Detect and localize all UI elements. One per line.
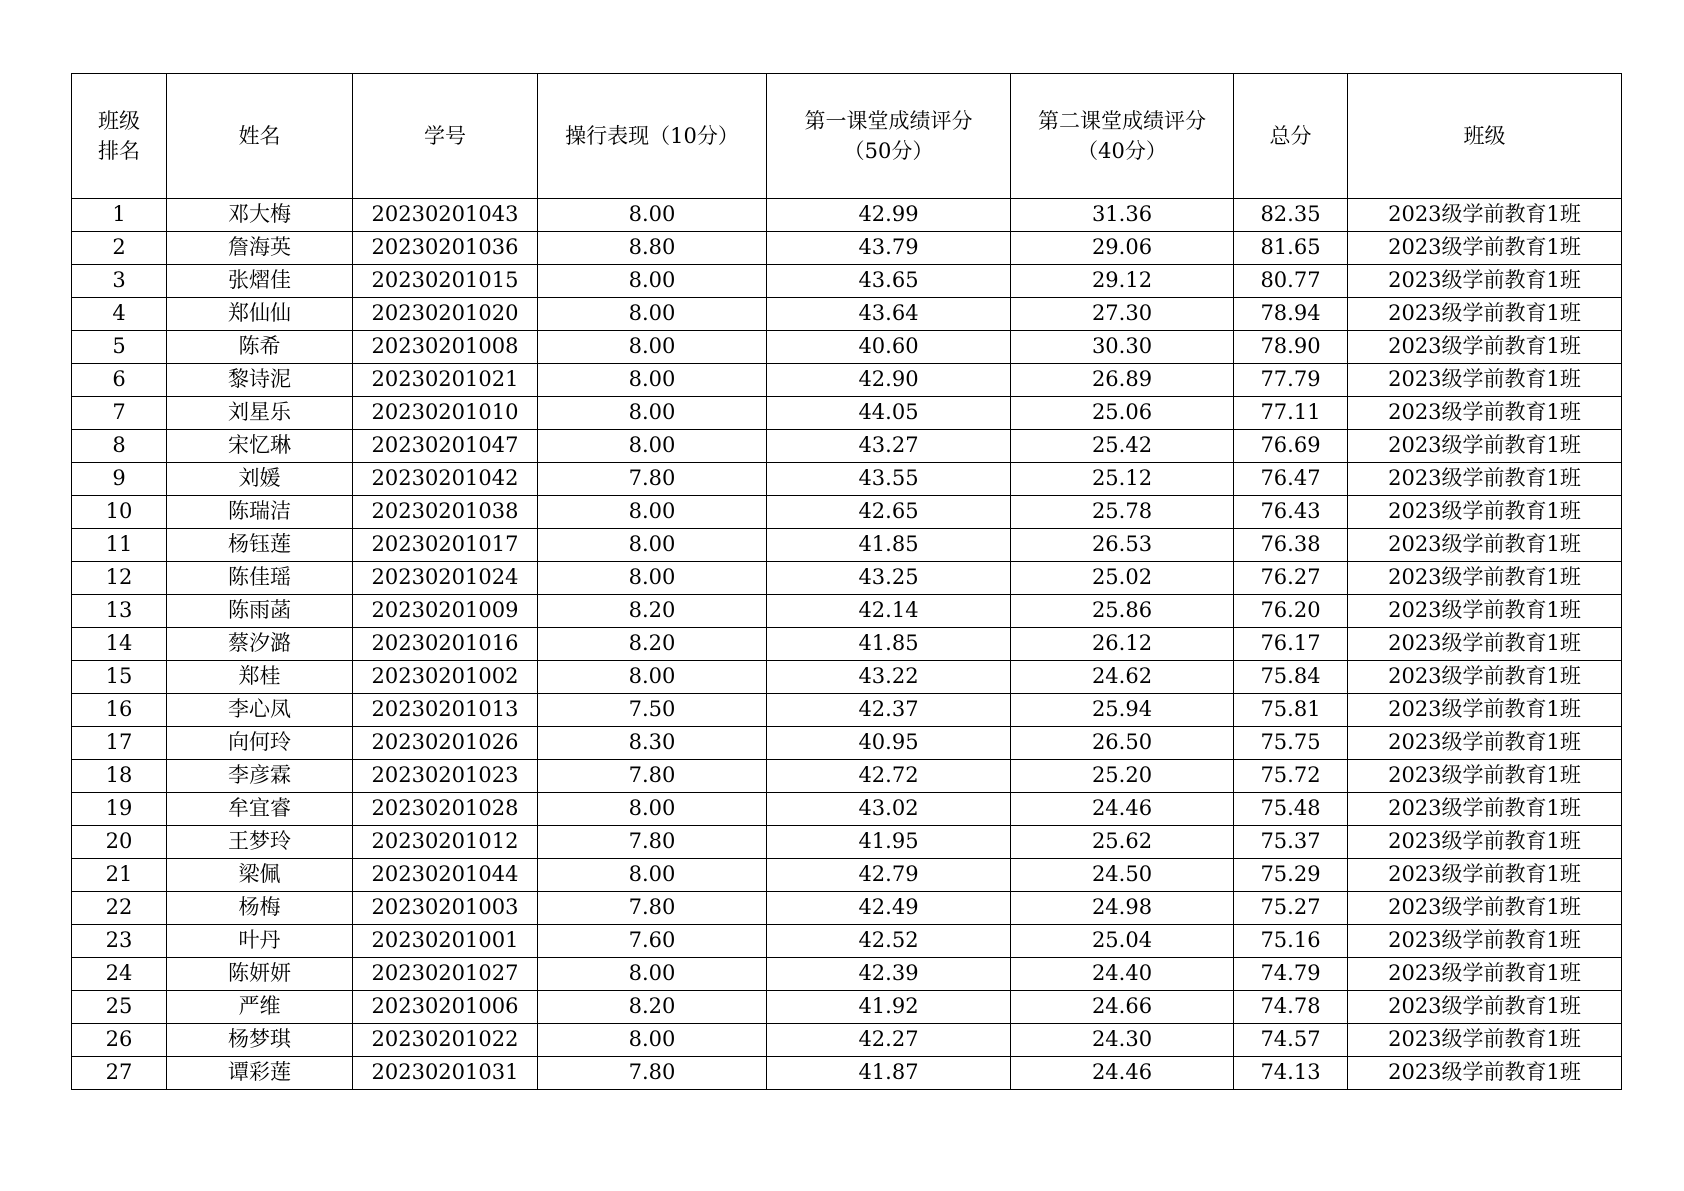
cell-name: 李心凤 — [167, 694, 353, 727]
cell-conduct: 8.00 — [538, 1024, 767, 1057]
cell-rank: 27 — [72, 1057, 167, 1090]
cell-total: 74.78 — [1234, 991, 1348, 1024]
header-second-class-line2: （40分） — [1077, 139, 1167, 163]
cell-name: 蔡汐潞 — [167, 628, 353, 661]
cell-class: 2023级学前教育1班 — [1348, 661, 1622, 694]
cell-class: 2023级学前教育1班 — [1348, 595, 1622, 628]
cell-second-class: 25.42 — [1011, 430, 1234, 463]
cell-second-class: 25.62 — [1011, 826, 1234, 859]
cell-student-id: 20230201001 — [353, 925, 538, 958]
cell-first-class: 43.64 — [767, 298, 1011, 331]
cell-class: 2023级学前教育1班 — [1348, 199, 1622, 232]
cell-class: 2023级学前教育1班 — [1348, 397, 1622, 430]
cell-first-class: 43.27 — [767, 430, 1011, 463]
table-body — [72, 199, 1622, 1090]
cell-conduct: 7.80 — [538, 892, 767, 925]
cell-total: 77.11 — [1234, 397, 1348, 430]
cell-name: 王梦玲 — [167, 826, 353, 859]
cell-total: 75.75 — [1234, 727, 1348, 760]
cell-conduct: 7.80 — [538, 760, 767, 793]
cell-first-class: 43.79 — [767, 232, 1011, 265]
cell-name: 邓大梅 — [167, 199, 353, 232]
cell-second-class: 25.02 — [1011, 562, 1234, 595]
cell-class: 2023级学前教育1班 — [1348, 562, 1622, 595]
cell-name: 牟宜睿 — [167, 793, 353, 826]
cell-total: 75.84 — [1234, 661, 1348, 694]
cell-conduct: 8.20 — [538, 628, 767, 661]
cell-conduct: 8.00 — [538, 562, 767, 595]
header-name: 姓名 — [167, 74, 353, 199]
cell-class: 2023级学前教育1班 — [1348, 298, 1622, 331]
cell-class: 2023级学前教育1班 — [1348, 496, 1622, 529]
cell-rank: 21 — [72, 859, 167, 892]
cell-conduct: 8.00 — [538, 958, 767, 991]
cell-student-id: 20230201024 — [353, 562, 538, 595]
cell-second-class: 25.12 — [1011, 463, 1234, 496]
table-row — [72, 925, 1622, 958]
cell-conduct: 7.60 — [538, 925, 767, 958]
cell-total: 82.35 — [1234, 199, 1348, 232]
cell-conduct: 8.00 — [538, 430, 767, 463]
table-row — [72, 529, 1622, 562]
cell-name: 詹海英 — [167, 232, 353, 265]
cell-student-id: 20230201020 — [353, 298, 538, 331]
cell-class: 2023级学前教育1班 — [1348, 793, 1622, 826]
cell-student-id: 20230201016 — [353, 628, 538, 661]
cell-second-class: 27.30 — [1011, 298, 1234, 331]
cell-name: 郑仙仙 — [167, 298, 353, 331]
cell-student-id: 20230201002 — [353, 661, 538, 694]
cell-total: 76.43 — [1234, 496, 1348, 529]
cell-second-class: 29.12 — [1011, 265, 1234, 298]
header-first-class — [767, 74, 1011, 199]
cell-rank: 7 — [72, 397, 167, 430]
cell-name: 杨钰莲 — [167, 529, 353, 562]
cell-rank: 3 — [72, 265, 167, 298]
cell-total: 76.27 — [1234, 562, 1348, 595]
cell-name: 刘媛 — [167, 463, 353, 496]
cell-class: 2023级学前教育1班 — [1348, 430, 1622, 463]
table-row — [72, 958, 1622, 991]
cell-second-class: 26.12 — [1011, 628, 1234, 661]
cell-total: 75.16 — [1234, 925, 1348, 958]
header-conduct: 操行表现（10分） — [538, 74, 767, 199]
cell-second-class: 24.62 — [1011, 661, 1234, 694]
cell-second-class: 24.30 — [1011, 1024, 1234, 1057]
table-row — [72, 331, 1622, 364]
cell-conduct: 7.80 — [538, 1057, 767, 1090]
cell-total: 76.20 — [1234, 595, 1348, 628]
table-row — [72, 595, 1622, 628]
cell-rank: 11 — [72, 529, 167, 562]
cell-second-class: 30.30 — [1011, 331, 1234, 364]
header-student-id: 学号 — [353, 74, 538, 199]
cell-rank: 10 — [72, 496, 167, 529]
cell-rank: 2 — [72, 232, 167, 265]
cell-rank: 20 — [72, 826, 167, 859]
cell-first-class: 43.55 — [767, 463, 1011, 496]
header-first-class-line2: （50分） — [843, 139, 934, 163]
cell-name: 向何玲 — [167, 727, 353, 760]
cell-name: 杨梦琪 — [167, 1024, 353, 1057]
cell-student-id: 20230201026 — [353, 727, 538, 760]
header-second-class — [1011, 74, 1234, 199]
cell-conduct: 8.00 — [538, 859, 767, 892]
cell-first-class: 42.52 — [767, 925, 1011, 958]
cell-class: 2023级学前教育1班 — [1348, 991, 1622, 1024]
table-row — [72, 892, 1622, 925]
cell-name: 张熠佳 — [167, 265, 353, 298]
cell-first-class: 42.79 — [767, 859, 1011, 892]
cell-second-class: 31.36 — [1011, 199, 1234, 232]
cell-total: 76.38 — [1234, 529, 1348, 562]
cell-total: 77.79 — [1234, 364, 1348, 397]
cell-first-class: 40.95 — [767, 727, 1011, 760]
cell-class: 2023级学前教育1班 — [1348, 892, 1622, 925]
cell-rank: 13 — [72, 595, 167, 628]
cell-rank: 16 — [72, 694, 167, 727]
cell-first-class: 43.25 — [767, 562, 1011, 595]
cell-conduct: 8.00 — [538, 265, 767, 298]
table-row — [72, 430, 1622, 463]
cell-first-class: 43.65 — [767, 265, 1011, 298]
cell-total: 80.77 — [1234, 265, 1348, 298]
cell-name: 谭彩莲 — [167, 1057, 353, 1090]
cell-conduct: 8.00 — [538, 331, 767, 364]
cell-second-class: 25.04 — [1011, 925, 1234, 958]
cell-name: 陈瑞洁 — [167, 496, 353, 529]
table-row — [72, 793, 1622, 826]
cell-first-class: 43.22 — [767, 661, 1011, 694]
cell-first-class: 42.39 — [767, 958, 1011, 991]
header-rank-line2: 排名 — [98, 139, 140, 163]
header-rank — [72, 74, 167, 199]
header-rank-line1: 班级 — [98, 108, 140, 133]
cell-student-id: 20230201031 — [353, 1057, 538, 1090]
header-first-class-line1: 第一课堂成绩评分 — [804, 108, 973, 133]
cell-rank: 25 — [72, 991, 167, 1024]
cell-conduct: 8.00 — [538, 397, 767, 430]
cell-second-class: 24.40 — [1011, 958, 1234, 991]
cell-class: 2023级学前教育1班 — [1348, 463, 1622, 496]
cell-name: 宋忆琳 — [167, 430, 353, 463]
cell-total: 78.94 — [1234, 298, 1348, 331]
cell-student-id: 20230201006 — [353, 991, 538, 1024]
cell-rank: 23 — [72, 925, 167, 958]
cell-first-class: 43.02 — [767, 793, 1011, 826]
cell-name: 陈雨菡 — [167, 595, 353, 628]
cell-total: 75.48 — [1234, 793, 1348, 826]
cell-total: 75.29 — [1234, 859, 1348, 892]
cell-conduct: 8.80 — [538, 232, 767, 265]
cell-first-class: 42.99 — [767, 199, 1011, 232]
header-row — [72, 74, 1622, 199]
cell-second-class: 24.46 — [1011, 1057, 1234, 1090]
cell-class: 2023级学前教育1班 — [1348, 628, 1622, 661]
cell-student-id: 20230201038 — [353, 496, 538, 529]
cell-first-class: 42.49 — [767, 892, 1011, 925]
cell-conduct: 8.00 — [538, 364, 767, 397]
cell-second-class: 24.46 — [1011, 793, 1234, 826]
cell-student-id: 20230201015 — [353, 265, 538, 298]
cell-first-class: 44.05 — [767, 397, 1011, 430]
table-row — [72, 298, 1622, 331]
cell-first-class: 42.37 — [767, 694, 1011, 727]
cell-class: 2023级学前教育1班 — [1348, 727, 1622, 760]
cell-total: 74.57 — [1234, 1024, 1348, 1057]
cell-name: 黎诗泥 — [167, 364, 353, 397]
cell-second-class: 29.06 — [1011, 232, 1234, 265]
cell-class: 2023级学前教育1班 — [1348, 958, 1622, 991]
cell-class: 2023级学前教育1班 — [1348, 859, 1622, 892]
table-row — [72, 859, 1622, 892]
cell-conduct: 8.30 — [538, 727, 767, 760]
cell-rank: 24 — [72, 958, 167, 991]
cell-rank: 18 — [72, 760, 167, 793]
cell-class: 2023级学前教育1班 — [1348, 265, 1622, 298]
table-row — [72, 661, 1622, 694]
cell-rank: 12 — [72, 562, 167, 595]
cell-total: 78.90 — [1234, 331, 1348, 364]
cell-name: 郑桂 — [167, 661, 353, 694]
cell-second-class: 26.89 — [1011, 364, 1234, 397]
cell-conduct: 8.00 — [538, 199, 767, 232]
table-row — [72, 232, 1622, 265]
cell-second-class: 25.86 — [1011, 595, 1234, 628]
cell-first-class: 41.85 — [767, 529, 1011, 562]
score-table — [71, 73, 1622, 1090]
cell-second-class: 24.98 — [1011, 892, 1234, 925]
table-row — [72, 694, 1622, 727]
cell-rank: 8 — [72, 430, 167, 463]
cell-class: 2023级学前教育1班 — [1348, 232, 1622, 265]
cell-rank: 22 — [72, 892, 167, 925]
cell-second-class: 24.66 — [1011, 991, 1234, 1024]
cell-total: 75.81 — [1234, 694, 1348, 727]
cell-rank: 15 — [72, 661, 167, 694]
cell-total: 75.37 — [1234, 826, 1348, 859]
cell-name: 陈希 — [167, 331, 353, 364]
table-row — [72, 628, 1622, 661]
cell-total: 74.13 — [1234, 1057, 1348, 1090]
header-total: 总分 — [1234, 74, 1348, 199]
cell-name: 叶丹 — [167, 925, 353, 958]
cell-first-class: 42.90 — [767, 364, 1011, 397]
cell-conduct: 8.00 — [538, 496, 767, 529]
cell-class: 2023级学前教育1班 — [1348, 1024, 1622, 1057]
cell-first-class: 41.95 — [767, 826, 1011, 859]
table-row — [72, 397, 1622, 430]
cell-rank: 9 — [72, 463, 167, 496]
cell-conduct: 8.00 — [538, 661, 767, 694]
cell-name: 严维 — [167, 991, 353, 1024]
cell-conduct: 8.00 — [538, 298, 767, 331]
table-row — [72, 1024, 1622, 1057]
cell-student-id: 20230201009 — [353, 595, 538, 628]
cell-second-class: 26.50 — [1011, 727, 1234, 760]
cell-first-class: 42.65 — [767, 496, 1011, 529]
cell-second-class: 25.06 — [1011, 397, 1234, 430]
cell-conduct: 7.80 — [538, 463, 767, 496]
cell-first-class: 41.85 — [767, 628, 1011, 661]
cell-name: 刘星乐 — [167, 397, 353, 430]
cell-second-class: 26.53 — [1011, 529, 1234, 562]
cell-conduct: 8.20 — [538, 595, 767, 628]
cell-second-class: 25.78 — [1011, 496, 1234, 529]
cell-student-id: 20230201023 — [353, 760, 538, 793]
cell-rank: 17 — [72, 727, 167, 760]
cell-first-class: 42.72 — [767, 760, 1011, 793]
cell-student-id: 20230201044 — [353, 859, 538, 892]
cell-student-id: 20230201010 — [353, 397, 538, 430]
cell-student-id: 20230201047 — [353, 430, 538, 463]
cell-rank: 19 — [72, 793, 167, 826]
cell-student-id: 20230201013 — [353, 694, 538, 727]
cell-student-id: 20230201042 — [353, 463, 538, 496]
cell-student-id: 20230201022 — [353, 1024, 538, 1057]
cell-second-class: 24.50 — [1011, 859, 1234, 892]
cell-class: 2023级学前教育1班 — [1348, 529, 1622, 562]
cell-conduct: 8.20 — [538, 991, 767, 1024]
cell-rank: 1 — [72, 199, 167, 232]
cell-class: 2023级学前教育1班 — [1348, 364, 1622, 397]
cell-second-class: 25.94 — [1011, 694, 1234, 727]
cell-name: 陈佳瑶 — [167, 562, 353, 595]
table-row — [72, 760, 1622, 793]
cell-total: 74.79 — [1234, 958, 1348, 991]
cell-student-id: 20230201027 — [353, 958, 538, 991]
cell-total: 75.72 — [1234, 760, 1348, 793]
cell-rank: 5 — [72, 331, 167, 364]
cell-first-class: 41.87 — [767, 1057, 1011, 1090]
table-header — [72, 74, 1622, 199]
cell-first-class: 40.60 — [767, 331, 1011, 364]
cell-name: 杨梅 — [167, 892, 353, 925]
table-row — [72, 727, 1622, 760]
cell-conduct: 8.00 — [538, 793, 767, 826]
cell-second-class: 25.20 — [1011, 760, 1234, 793]
cell-student-id: 20230201036 — [353, 232, 538, 265]
cell-student-id: 20230201012 — [353, 826, 538, 859]
cell-conduct: 7.80 — [538, 826, 767, 859]
cell-student-id: 20230201008 — [353, 331, 538, 364]
cell-first-class: 41.92 — [767, 991, 1011, 1024]
header-class: 班级 — [1348, 74, 1622, 199]
cell-conduct: 8.00 — [538, 529, 767, 562]
cell-name: 李彦霖 — [167, 760, 353, 793]
cell-conduct: 7.50 — [538, 694, 767, 727]
table-row — [72, 991, 1622, 1024]
table-row — [72, 826, 1622, 859]
cell-total: 75.27 — [1234, 892, 1348, 925]
cell-student-id: 20230201028 — [353, 793, 538, 826]
cell-total: 81.65 — [1234, 232, 1348, 265]
table-row — [72, 1057, 1622, 1090]
table-row — [72, 463, 1622, 496]
cell-rank: 14 — [72, 628, 167, 661]
cell-class: 2023级学前教育1班 — [1348, 760, 1622, 793]
cell-first-class: 42.27 — [767, 1024, 1011, 1057]
cell-total: 76.69 — [1234, 430, 1348, 463]
cell-total: 76.17 — [1234, 628, 1348, 661]
cell-class: 2023级学前教育1班 — [1348, 925, 1622, 958]
cell-rank: 6 — [72, 364, 167, 397]
cell-rank: 26 — [72, 1024, 167, 1057]
cell-total: 76.47 — [1234, 463, 1348, 496]
cell-name: 陈妍妍 — [167, 958, 353, 991]
table-row — [72, 199, 1622, 232]
table-row — [72, 496, 1622, 529]
cell-student-id: 20230201003 — [353, 892, 538, 925]
header-second-class-line1: 第二课堂成绩评分 — [1038, 108, 1206, 133]
table-row — [72, 364, 1622, 397]
cell-student-id: 20230201021 — [353, 364, 538, 397]
cell-class: 2023级学前教育1班 — [1348, 694, 1622, 727]
table-row — [72, 562, 1622, 595]
cell-name: 梁佩 — [167, 859, 353, 892]
cell-class: 2023级学前教育1班 — [1348, 826, 1622, 859]
cell-student-id: 20230201017 — [353, 529, 538, 562]
cell-class: 2023级学前教育1班 — [1348, 331, 1622, 364]
cell-student-id: 20230201043 — [353, 199, 538, 232]
cell-class: 2023级学前教育1班 — [1348, 1057, 1622, 1090]
table-row — [72, 265, 1622, 298]
cell-rank: 4 — [72, 298, 167, 331]
cell-first-class: 42.14 — [767, 595, 1011, 628]
